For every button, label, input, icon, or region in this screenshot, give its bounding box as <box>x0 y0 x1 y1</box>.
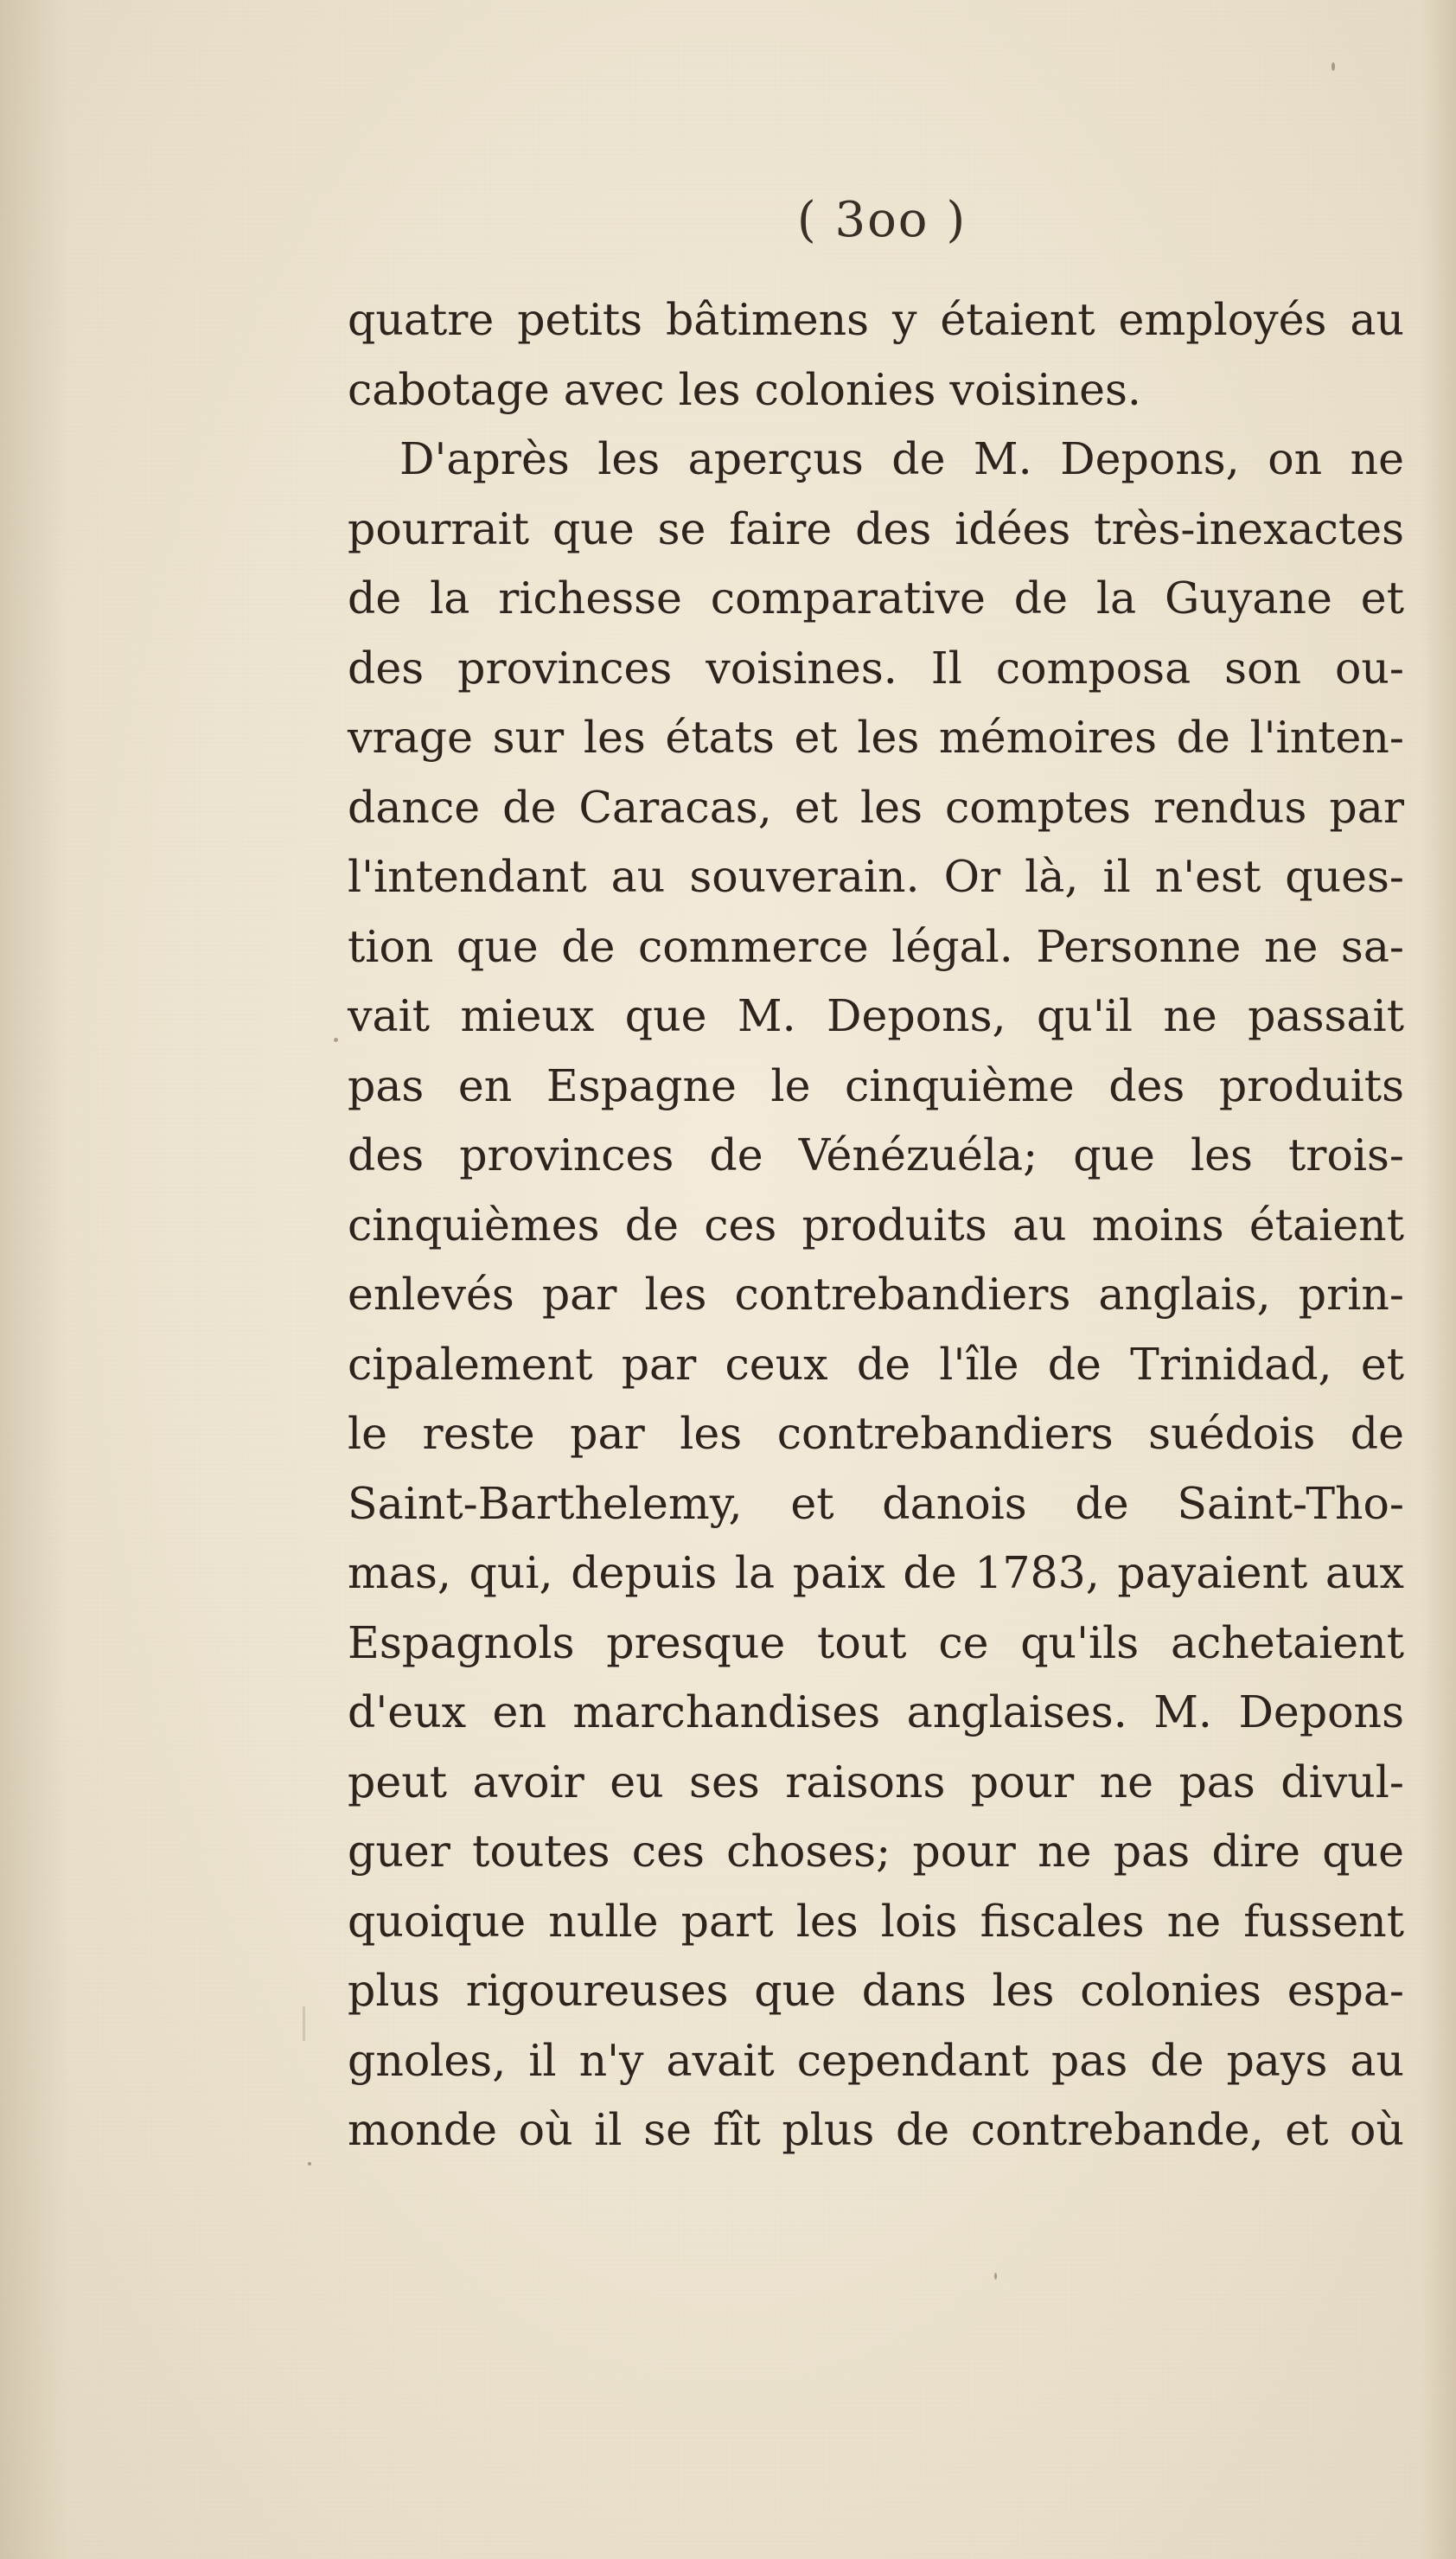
text-line: enlevés par les contrebandiers anglais, prin- <box>348 1269 1404 1320</box>
text-line: vrage sur les états et les mémoires de l'inten- <box>348 712 1404 763</box>
text-line: peut avoir eu ses raisons pour ne pas divul- <box>348 1756 1404 1807</box>
gutter-shadow <box>0 0 69 2559</box>
text-line: le reste par les contrebandiers suédois de <box>348 1408 1404 1459</box>
text-line: l'intendant au souverain. Or là, il n'est ques- <box>348 851 1404 902</box>
text-line: Saint-Barthelemy, et danois de Saint-Tho- <box>348 1477 1404 1529</box>
paper-speck <box>308 2162 311 2166</box>
text-line: dance de Caracas, et les comptes rendus par <box>348 781 1404 833</box>
text-line: quatre petits bâtimens y étaient employés au <box>348 294 1404 345</box>
text-line: D'après les aperçus de M. Depons, on ne <box>399 433 1404 484</box>
paper-speck <box>1331 62 1335 71</box>
text-line: des provinces de Vénézuéla; que les trois- <box>348 1129 1404 1180</box>
paper-speck <box>994 2273 997 2280</box>
text-line: pas en Espagne le cinquième des produits <box>348 1059 1404 1111</box>
text-line: guer toutes ces choses; pour ne pas dire que <box>348 1826 1404 1877</box>
text-line: cinquièmes de ces produits au moins étaient <box>348 1199 1404 1251</box>
text-line: tion que de commerce légal. Personne ne sa- <box>348 920 1404 972</box>
text-line: monde où il se fît plus de contrebande, et où <box>348 2104 1404 2155</box>
text-line: cipalement par ceux de l'île de Trinidad, et <box>348 1338 1404 1390</box>
text-line: des provinces voisines. Il composa son ou- <box>348 642 1404 694</box>
text-line: de la richesse comparative de la Guyane et <box>348 573 1404 624</box>
text-line: gnoles, il n'y avait cependant pas de pays au <box>348 2034 1404 2086</box>
text-line: vait mieux que M. Depons, qu'il ne passait <box>348 990 1404 1041</box>
page-edge-shadow <box>1421 0 1456 2559</box>
text-line: d'eux en marchandises anglaises. M. Depons <box>348 1686 1404 1737</box>
text-line: pourrait que se faire des idées très-inexactes <box>348 502 1404 554</box>
paper-speck <box>334 1038 338 1042</box>
text-line: cabotage avec les colonies voisines. <box>348 363 1141 415</box>
text-line: plus rigoureuses que dans les colonies espa- <box>348 1965 1404 2016</box>
text-line: mas, qui, depuis la paix de 1783, payaient aux <box>348 1547 1404 1598</box>
paper-speck <box>303 2006 305 2041</box>
text-line: quoique nulle part les lois fiscales ne fussent <box>348 1895 1404 1947</box>
text-line: Espagnols presque tout ce qu'ils achetaient <box>348 1616 1404 1668</box>
body-text <box>348 285 1404 2166</box>
page-number: ( 3oo ) <box>796 192 967 248</box>
